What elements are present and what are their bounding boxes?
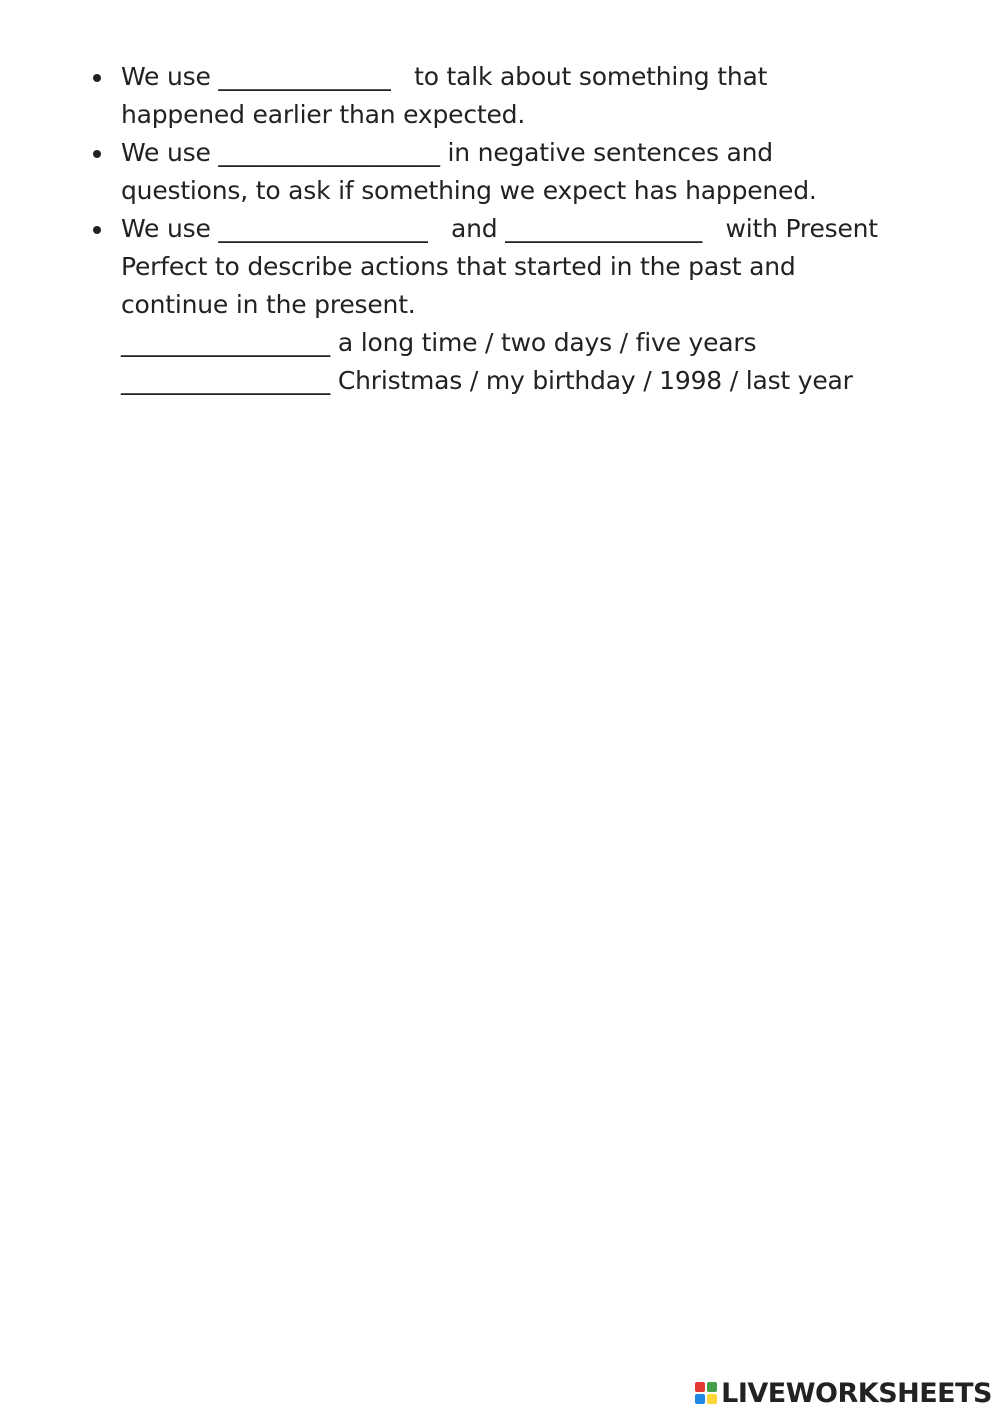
line-prefix: We use: [121, 62, 211, 91]
example-text: a long time / two days / five years: [337, 328, 757, 357]
bullet-line: Perfect to describe actions that started in the past and: [121, 252, 796, 281]
bullet-line: happened earlier than expected.: [121, 100, 526, 129]
logo-square: [707, 1382, 717, 1392]
example-line: [121, 362, 921, 400]
answer-blank[interactable]: __________________: [218, 138, 440, 167]
bullet-line: [121, 210, 921, 248]
line-prefix: We use: [121, 214, 211, 243]
bullet-list: [121, 58, 921, 324]
brand-name: LIVEWORKSHEETS: [721, 1377, 992, 1409]
answer-blank[interactable]: _________________: [218, 214, 428, 243]
bullet-line: questions, to ask if something we expect has happened.: [121, 176, 817, 205]
liveworksheets-logo: [695, 1376, 992, 1410]
bullet-line: [121, 134, 921, 172]
logo-square: [695, 1394, 705, 1404]
example-line: [121, 324, 921, 362]
answer-blank[interactable]: _________________: [121, 328, 331, 357]
bullet-dot-icon: [93, 150, 101, 158]
logo-square: [707, 1394, 717, 1404]
answer-blank[interactable]: ______________: [218, 62, 391, 91]
line-suffix: with Present: [725, 214, 878, 243]
bullet-item: [121, 134, 921, 210]
bullet-dot-icon: [93, 74, 101, 82]
example-text: Christmas / my birthday / 1998 / last year: [337, 366, 853, 395]
logo-square: [695, 1382, 705, 1392]
logo-grid-icon: [695, 1382, 717, 1404]
line-suffix: in negative sentences and: [447, 138, 773, 167]
bullet-item: [121, 58, 921, 134]
bullet-line: [121, 58, 921, 96]
bullet-item: [121, 210, 921, 324]
bullet-line: continue in the present.: [121, 290, 416, 319]
answer-blank[interactable]: ________________: [505, 214, 702, 243]
line-connector: and: [451, 214, 498, 243]
line-suffix: to talk about something that: [414, 62, 768, 91]
line-prefix: We use: [121, 138, 211, 167]
answer-blank[interactable]: _________________: [121, 366, 331, 395]
examples-block: [121, 324, 921, 400]
bullet-dot-icon: [93, 226, 101, 234]
